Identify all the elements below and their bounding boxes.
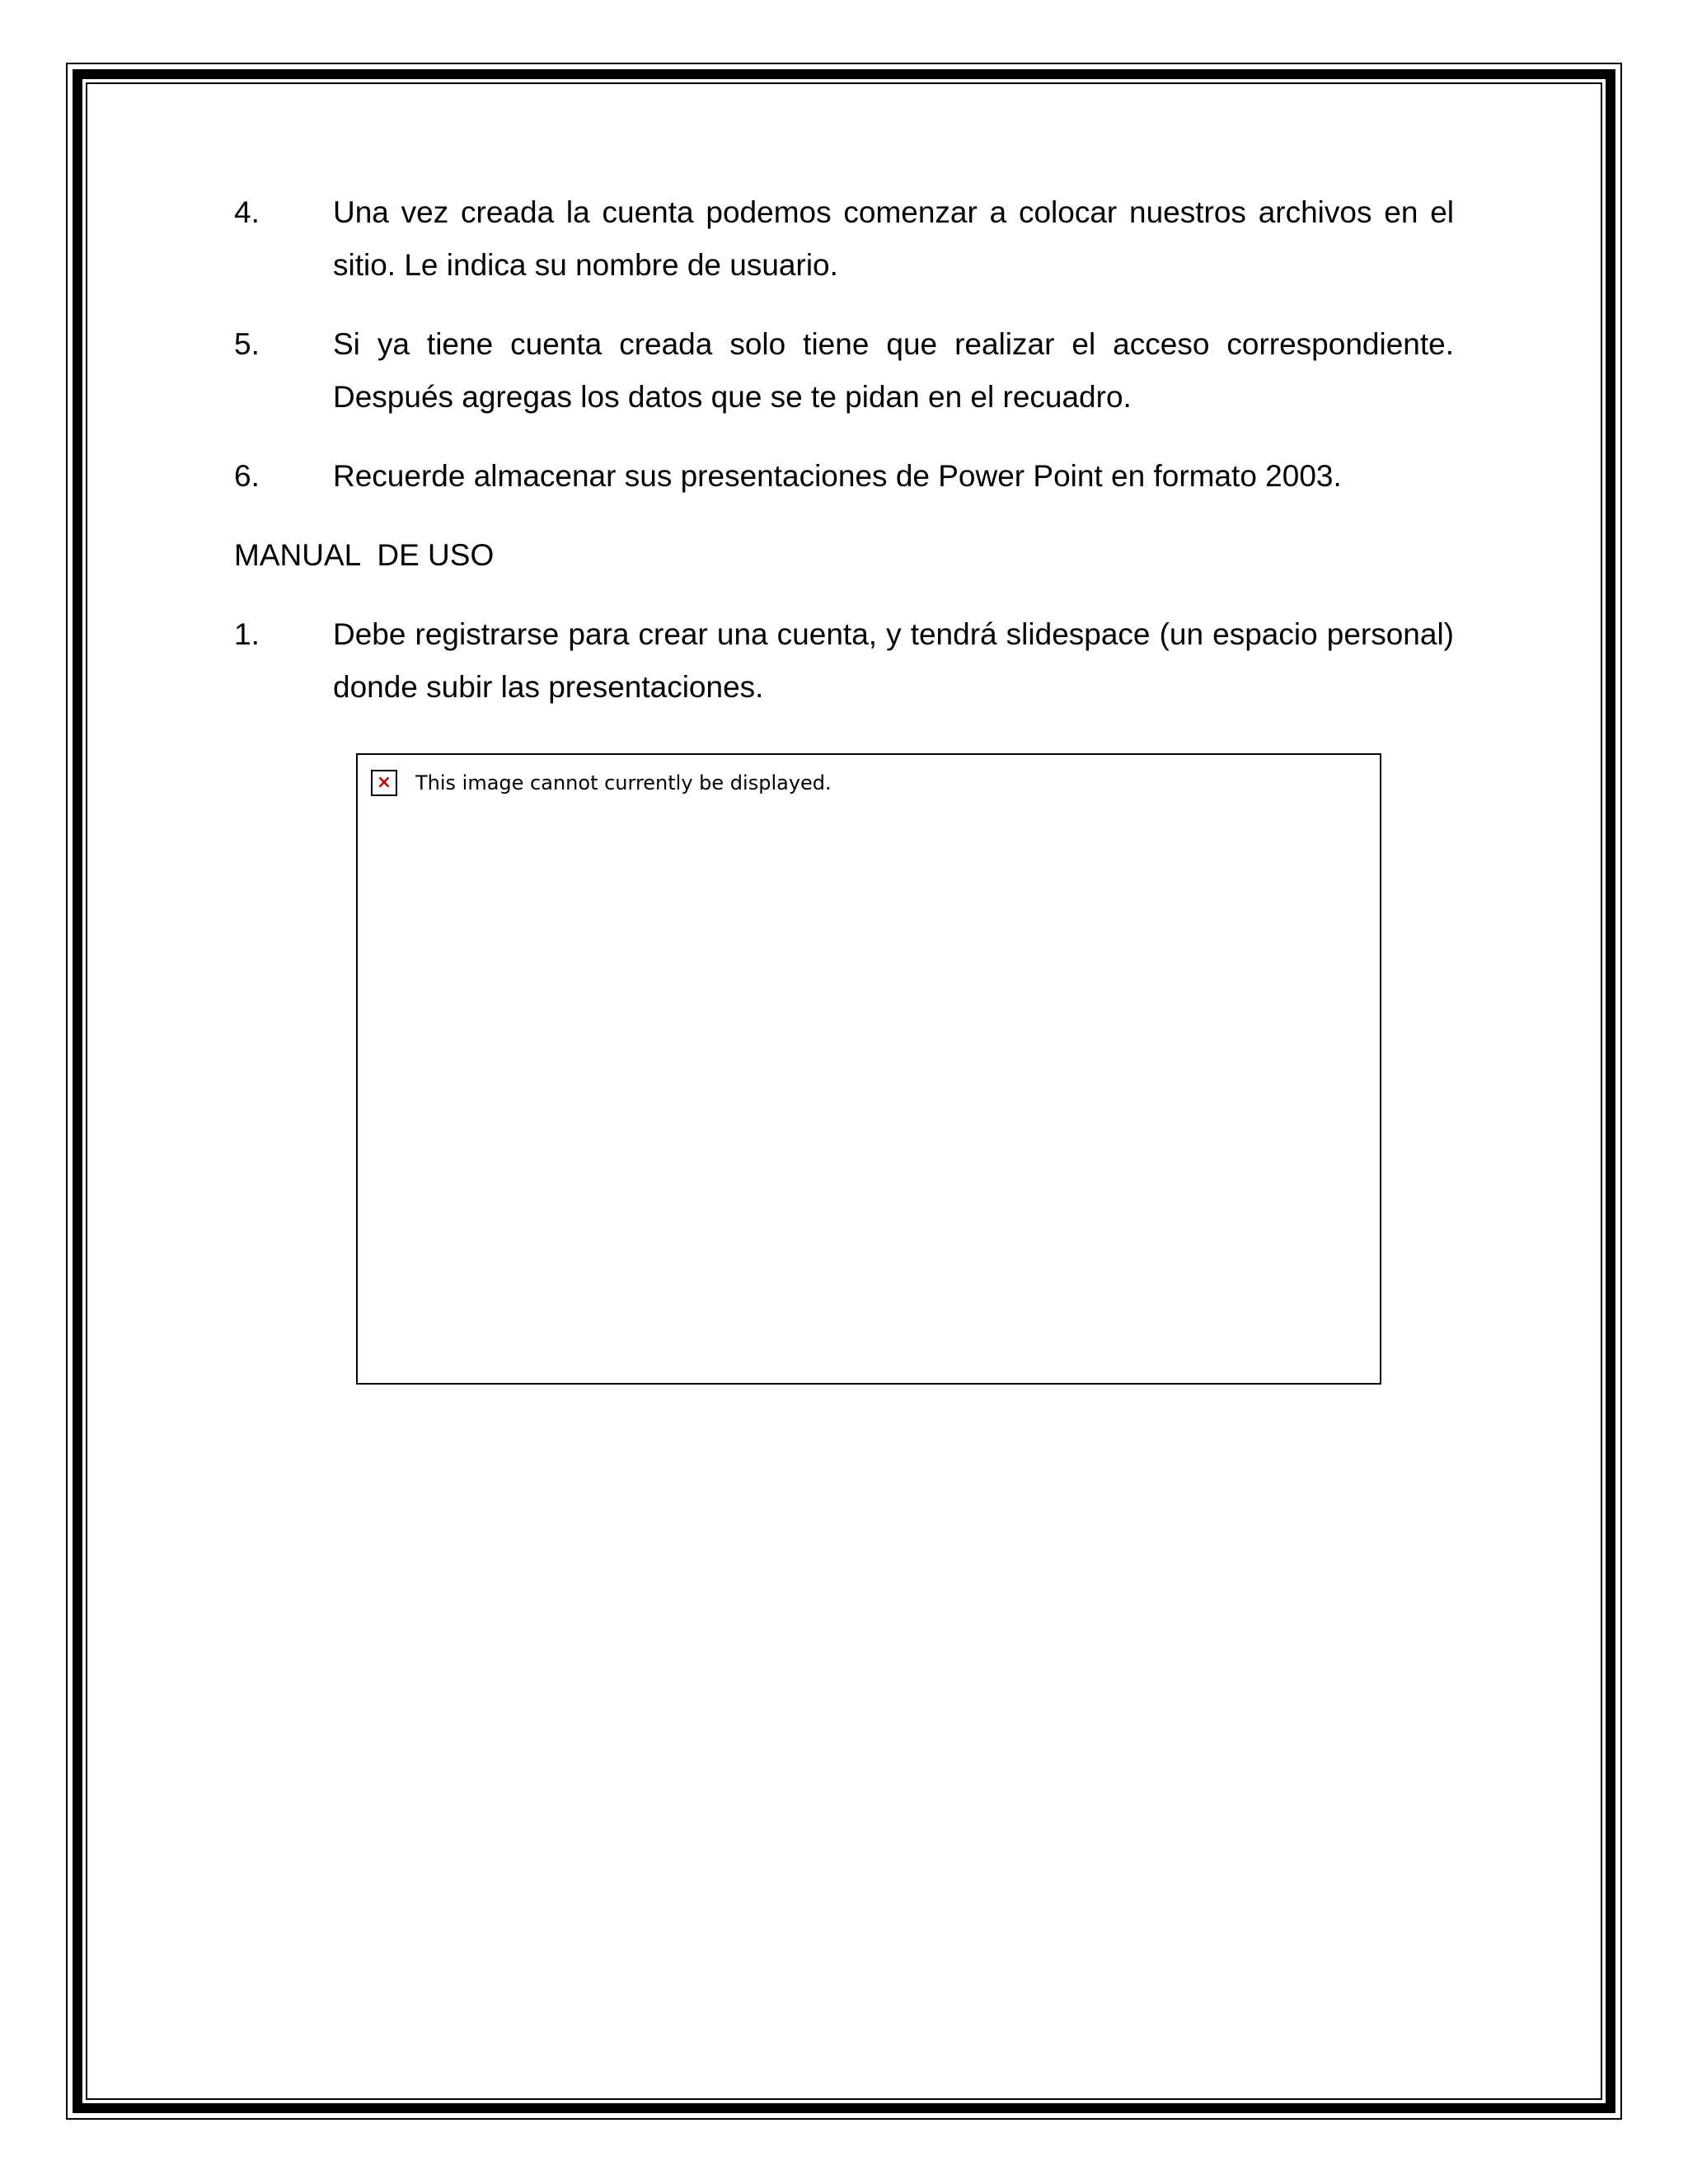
list-item xyxy=(234,608,1454,714)
image-placeholder-frame xyxy=(356,753,1381,1385)
list-item-number: 1. xyxy=(234,617,260,651)
list-item-text: Una vez creada la cuenta podemos comenzar a colocar nuestros archivos en el sitio. Le indica su nombre de usuario. xyxy=(333,195,1454,282)
document-body xyxy=(234,186,1454,740)
section-heading: MANUAL DE USO xyxy=(234,538,495,572)
list-item-number: 4. xyxy=(234,195,260,229)
list-item-text: Debe registrarse para crear una cuenta, y tendrá slidespace (un espacio personal) donde subir las presentaciones. xyxy=(333,617,1454,704)
list-item xyxy=(234,450,1454,503)
list-item-number: 5. xyxy=(234,327,260,361)
list-item-text: Si ya tiene cuenta creada solo tiene que realizar el acceso correspondiente. Después agregas los datos que se te pidan en el recuadro. xyxy=(333,327,1454,414)
list-item xyxy=(234,318,1454,424)
list-item-number: 6. xyxy=(234,459,260,493)
broken-image-icon: × xyxy=(371,770,397,796)
list-item xyxy=(234,186,1454,292)
list-item-text: Recuerde almacenar sus presentaciones de Power Point en formato 2003. xyxy=(333,459,1342,493)
image-placeholder-message: This image cannot currently be displayed. xyxy=(415,771,832,794)
